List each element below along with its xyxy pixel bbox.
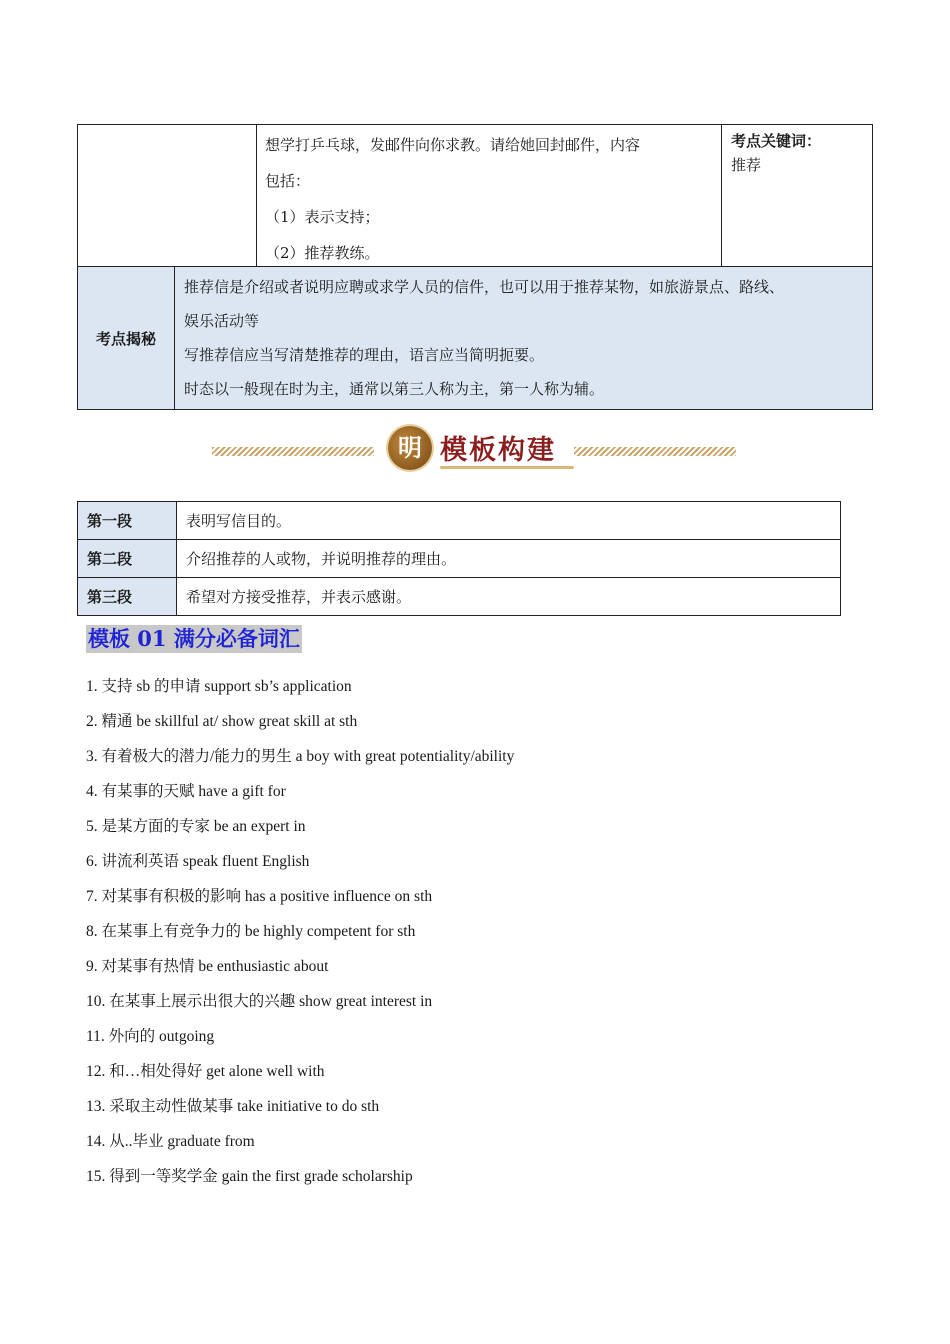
table-row — [78, 578, 841, 616]
banner-underline — [440, 466, 574, 469]
list-item: 2. 精通 be skillful at/ show great skill at sth — [86, 713, 358, 730]
secret-line: 推荐信是介绍或者说明应聘或求学人员的信件，也可以用于推荐某物，如旅游景点、路线、 — [184, 278, 785, 296]
section-banner — [212, 420, 738, 476]
secret-label: 考点揭秘 — [78, 267, 175, 410]
list-item: 9. 对某事有热情 be enthusiastic about — [86, 958, 329, 975]
prompt-blank-cell — [78, 125, 257, 272]
paragraph-label: 第二段 — [78, 540, 177, 578]
secret-line: 娱乐活动等 — [184, 312, 260, 330]
task-line: 想学打乒乓球，发邮件向你求教。请给她回封邮件，内容 — [265, 136, 641, 154]
secret-table — [77, 266, 873, 410]
vocab-list — [86, 673, 514, 1198]
banner-left-stripe — [212, 447, 374, 456]
list-item: 1. 支持 sb 的申请 support sb’s application — [86, 678, 352, 695]
list-item: 3. 有着极大的潜力/能力的男生 a boy with great potentiality/ability — [86, 748, 515, 765]
secret-line: 写推荐信应当写清楚推荐的理由，语言应当简明扼要。 — [184, 346, 545, 364]
banner-title: 模板构建 — [440, 435, 556, 466]
paragraph-content: 介绍推荐的人或物，并说明推荐的理由。 — [177, 540, 841, 578]
list-item: 10. 在某事上展示出很大的兴趣 show great interest in — [86, 993, 433, 1010]
keyword-value: 推荐 — [731, 156, 762, 174]
task-line: 包括： — [265, 172, 311, 190]
list-item: 6. 讲流利英语 speak fluent English — [86, 853, 310, 870]
paragraph-label: 第一段 — [78, 502, 177, 540]
paragraph-label: 第三段 — [78, 578, 177, 616]
task-line: （2）推荐教练。 — [265, 244, 380, 262]
secret-line: 时态以一般现在时为主，通常以第三人称为主，第一人称为辅。 — [184, 380, 605, 398]
list-item: 8. 在某事上有竞争力的 be highly competent for sth — [86, 923, 416, 940]
list-item: 7. 对某事有积极的影响 has a positive influence on sth — [86, 888, 433, 905]
table-row — [78, 502, 841, 540]
list-item: 13. 采取主动性做某事 take initiative to do sth — [86, 1098, 380, 1115]
list-item: 12. 和…相处得好 get alone well with — [86, 1063, 325, 1080]
banner-right-stripe — [574, 447, 736, 456]
keyword-cell — [722, 125, 873, 272]
list-item: 15. 得到一等奖学金 gain the first grade scholarship — [86, 1168, 413, 1185]
keyword-label: 考点关键词： — [731, 132, 822, 150]
list-item: 11. 外向的 outgoing — [86, 1028, 215, 1045]
prompt-table — [77, 124, 873, 272]
template-heading: 模板 01 满分必备词汇 — [88, 626, 300, 651]
prompt-task-cell — [257, 125, 722, 272]
structure-table — [77, 501, 841, 616]
task-line: （1）表示支持； — [265, 208, 380, 226]
secret-content — [175, 267, 873, 410]
paragraph-content: 表明写信目的。 — [177, 502, 841, 540]
list-item: 14. 从..毕业 graduate from — [86, 1133, 255, 1150]
list-item: 4. 有某事的天赋 have a gift for — [86, 783, 286, 800]
paragraph-content: 希望对方接受推荐，并表示感谢。 — [177, 578, 841, 616]
list-item: 5. 是某方面的专家 be an expert in — [86, 818, 306, 835]
banner-badge: 明 — [388, 426, 432, 470]
table-row — [78, 540, 841, 578]
